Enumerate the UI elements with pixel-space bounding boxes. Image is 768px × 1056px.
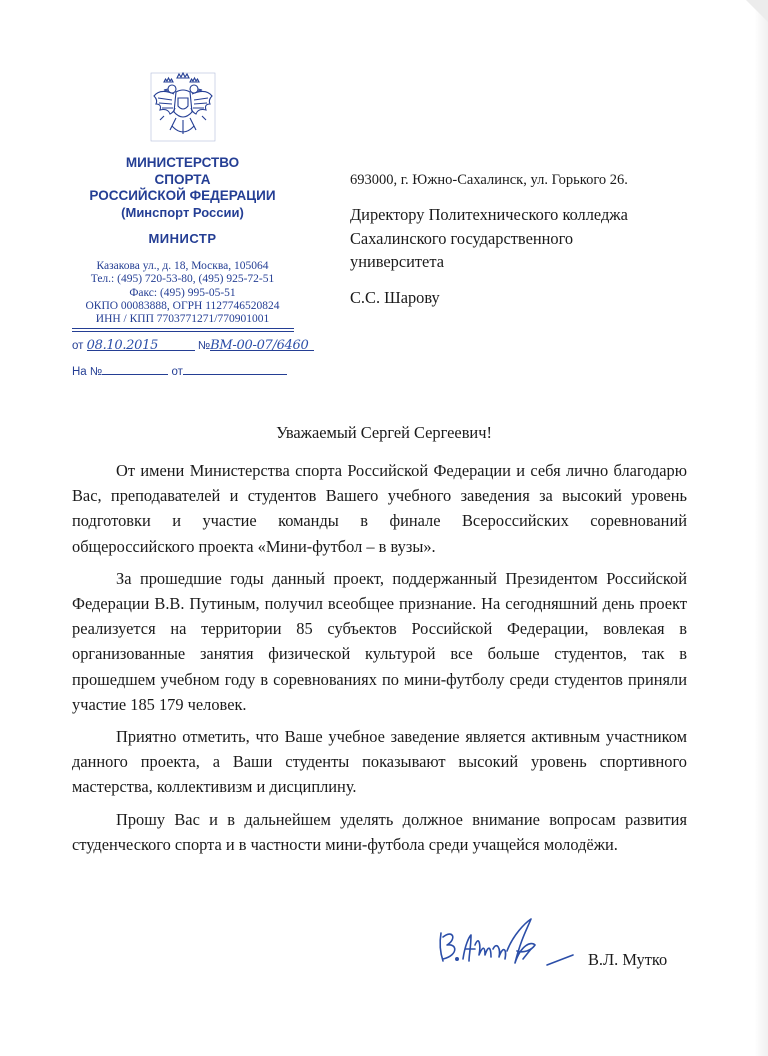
ministry-line-4: (Минспорт России) [121, 204, 244, 220]
recipient-block [350, 203, 628, 274]
recipient-line-1: Директору Политехнического колледжа [350, 205, 628, 224]
contact-okpo: ОКПО 00083888, ОГРН 1127746520824 [85, 299, 280, 312]
signer-name: В.Л. Мутко [588, 950, 668, 969]
handwritten-signature-icon [435, 915, 575, 975]
date-value: 08.10.2015 [86, 338, 159, 353]
ministry-line-3: РОССИЙСКОЙ ФЕДЕРАЦИИ [89, 188, 276, 204]
recipient-line-2: Сахалинского государственного [350, 228, 574, 248]
number-prefix: № [197, 340, 211, 352]
body-paragraph-1: От имени Министерства спорта Российской Федерации и себя лично благодарю Вас, преподавателей и студентов Вашего учебного заведения за высокий уровень подготовки и участие команды в финале Всероссийских соревнований общероссийского проекта «Мини-футбол – в вузы». [72, 461, 687, 556]
body-paragraph-2: За прошедшие годы данный проект, поддержанный Президентом Российской Федерации В.В. Путиным, получил всеобщее признание. На сегодняшний день проект реализуется на территории 85 субъектов Российской Федерации, вовлекая в организованные занятия физической культурой все больше студентов, так в прошедшем учебном году в соревнованиях по мини-футболу среди студентов приняли участие 185 179 человек. [72, 568, 687, 714]
ref-date-field [183, 362, 287, 375]
body-paragraph-4: Прошу Вас и в дальнейшем уделять должное внимание вопросам развития студенческого спорта и в частности мини-футбола среди учащейся молодёжи. [72, 809, 687, 854]
contact-phone: Тел.: (495) 720-53-80, (495) 925-72-51 [90, 273, 275, 286]
contact-inn: ИНН / КПП 7703771271/770901001 [95, 313, 270, 326]
recipient-address: 693000, г. Южно-Сахалинск, ул. Горького 26. [350, 172, 628, 188]
recipient-line-3: университета [350, 252, 444, 271]
letterhead-rule-top [72, 328, 294, 329]
page-edge-shadow [754, 0, 768, 1056]
coat-of-arms-emblem-icon [150, 72, 216, 142]
number-field [210, 338, 314, 351]
outgoing-ref-line [72, 338, 314, 352]
letterhead-title: МИНИСТР [148, 231, 217, 246]
salutation: Уважаемый Сергей Сергеевич! [276, 423, 492, 442]
number-value: ВМ-00-07/6460 [210, 338, 309, 353]
body-paragraph-3: Приятно отметить, что Ваше учебное заведение является активным участником данного проекта, а Ваши студенты показывают высокий уровень спортивного мастерства, коллективизм и дисциплину. [72, 727, 687, 797]
contact-fax: Факс: (495) 995-05-51 [129, 286, 236, 299]
contact-address: Казакова ул., д. 18, Москва, 105064 [96, 260, 269, 272]
letterhead-contacts [60, 260, 305, 326]
letterhead-rule-bottom [72, 331, 294, 332]
date-field [87, 338, 195, 351]
incoming-ref-line [72, 362, 287, 378]
ref-number-field [102, 362, 168, 375]
ministry-name [60, 155, 305, 221]
ministry-line-2: СПОРТА [154, 171, 211, 187]
letter-body [72, 458, 687, 864]
ministry-line-1: МИНИСТЕРСТВО [125, 155, 240, 170]
ref-prefix: На № [72, 366, 103, 378]
date-prefix: от [72, 340, 84, 352]
page-corner-fold [746, 0, 768, 22]
ref-from: от [171, 366, 183, 378]
recipient-name: С.С. Шарову [350, 288, 440, 307]
